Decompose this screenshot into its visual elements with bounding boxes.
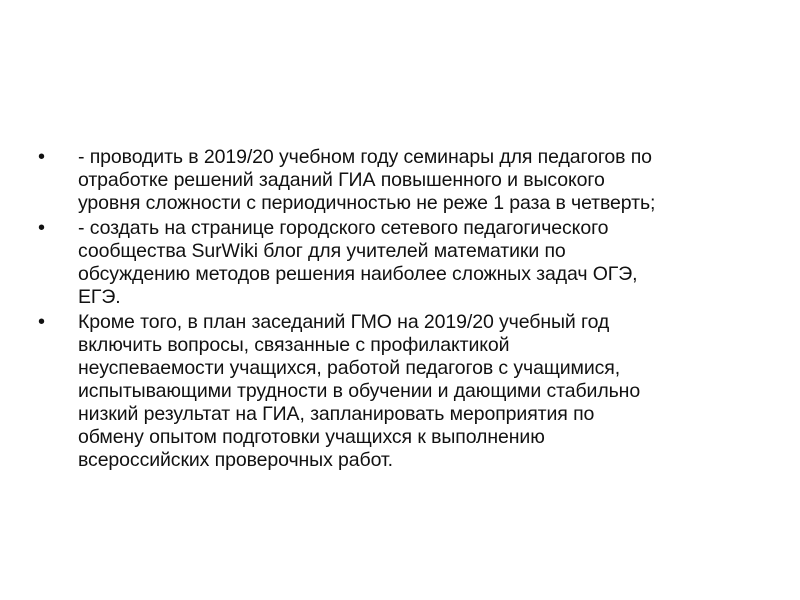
text-line: Кроме того, в план заседаний ГМО на 2019/20 учебный год [78, 311, 610, 333]
text-line: уровня сложности с периодичностью не реже 1 раза в четверть; [78, 192, 656, 214]
bullet-point-icon: • [38, 146, 46, 168]
bullet-text [78, 311, 768, 472]
text-line: сообщества SurWiki блог для учителей математики по [78, 240, 566, 262]
bullet-list [38, 146, 768, 474]
bullet-text [78, 217, 768, 309]
text-line: неуспеваемости учащихся, работой педагогов с учащимися, [78, 357, 621, 379]
bullet-item-seminars [38, 146, 768, 215]
text-line: испытывающими трудности в обучении и дающими стабильно [78, 380, 641, 402]
bullet-item-gmo-plan [38, 311, 768, 472]
bullet-text [78, 146, 768, 215]
text-line: ЕГЭ. [78, 286, 121, 308]
bullet-point-icon: • [38, 217, 46, 239]
text-line: всероссийских проверочных работ. [78, 449, 393, 471]
text-line: низкий результат на ГИА, запланировать мероприятия по [78, 403, 595, 425]
text-line: обмену опытом подготовки учащихся к выполнению [78, 426, 545, 448]
text-line: включить вопросы, связанные с профилактикой [78, 334, 510, 356]
text-line: обсуждению методов решения наиболее сложных задач ОГЭ, [78, 263, 638, 285]
bullet-point-icon: • [38, 311, 46, 333]
text-line: - проводить в 2019/20 учебном году семинары для педагогов по [78, 146, 652, 168]
text-line: отработке решений заданий ГИА повышенного и высокого [78, 169, 605, 191]
bullet-item-blog [38, 217, 768, 309]
text-line: - создать на странице городского сетевого педагогического [78, 217, 609, 239]
